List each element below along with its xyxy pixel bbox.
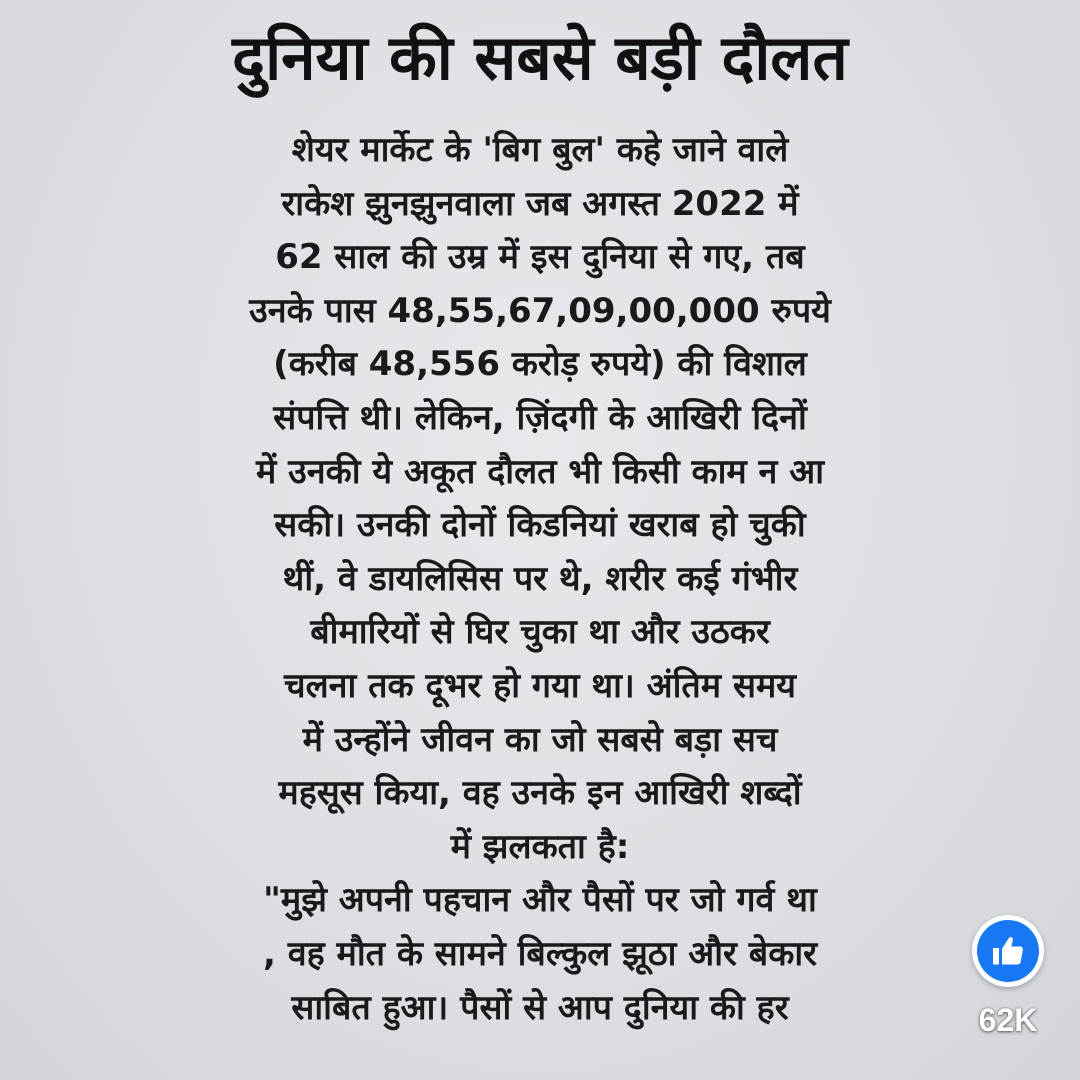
like-count: 62K — [978, 1002, 1038, 1038]
body-line: थीं, वे डायलिसिस पर थे, शरीर कई गंभीर — [282, 558, 798, 599]
body-line: में झलकता है: — [450, 826, 630, 867]
body-line: साबित हुआ। पैसों से आप दुनिया की हर — [291, 987, 789, 1028]
body-line: (करीब 48,556 करोड़ रुपये) की विशाल — [273, 344, 807, 385]
body-line: सकी। उनकी दोनों किडनियां खराब हो चुकी — [274, 505, 806, 546]
post-title: दुनिया की सबसे बड़ी दौलत — [232, 21, 848, 94]
body-line: , वह मौत के सामने बिल्कुल झूठा और बेकार — [262, 933, 818, 974]
body-line: उनके पास 48,55,67,09,00,000 रुपये — [249, 290, 831, 331]
body-line: चलना तक दूभर हो गया था। अंतिम समय — [283, 665, 796, 706]
body-line: 62 साल की उम्र में इस दुनिया से गए, तब — [275, 237, 805, 278]
body-line: शेयर मार्केट के 'बिग बुल' कहे जाने वाले — [291, 130, 789, 170]
like-button[interactable] — [972, 915, 1044, 987]
thumbs-up-icon — [990, 933, 1026, 969]
body-line: बीमारियों से घिर चुका था और उठकर — [310, 612, 770, 653]
body-line: महसूस किया, वह उनके इन आखिरी शब्दों — [278, 773, 802, 814]
body-line: "मुझे अपनी पहचान और पैसों पर जो गर्व था — [263, 880, 817, 921]
like-icon-circle — [977, 920, 1039, 982]
post-body — [120, 124, 960, 1035]
body-line: में उन्होंने जीवन का जो सबसे बड़ा सच — [302, 719, 778, 760]
body-line: राकेश झुनझुनवाला जब अगस्त 2022 में — [281, 183, 799, 224]
body-line: संपत्ति थी। लेकिन, ज़िंदगी के आखिरी दिनों — [273, 397, 807, 438]
body-line: में उनकी ये अकूत दौलत भी किसी काम न आ — [255, 451, 825, 492]
